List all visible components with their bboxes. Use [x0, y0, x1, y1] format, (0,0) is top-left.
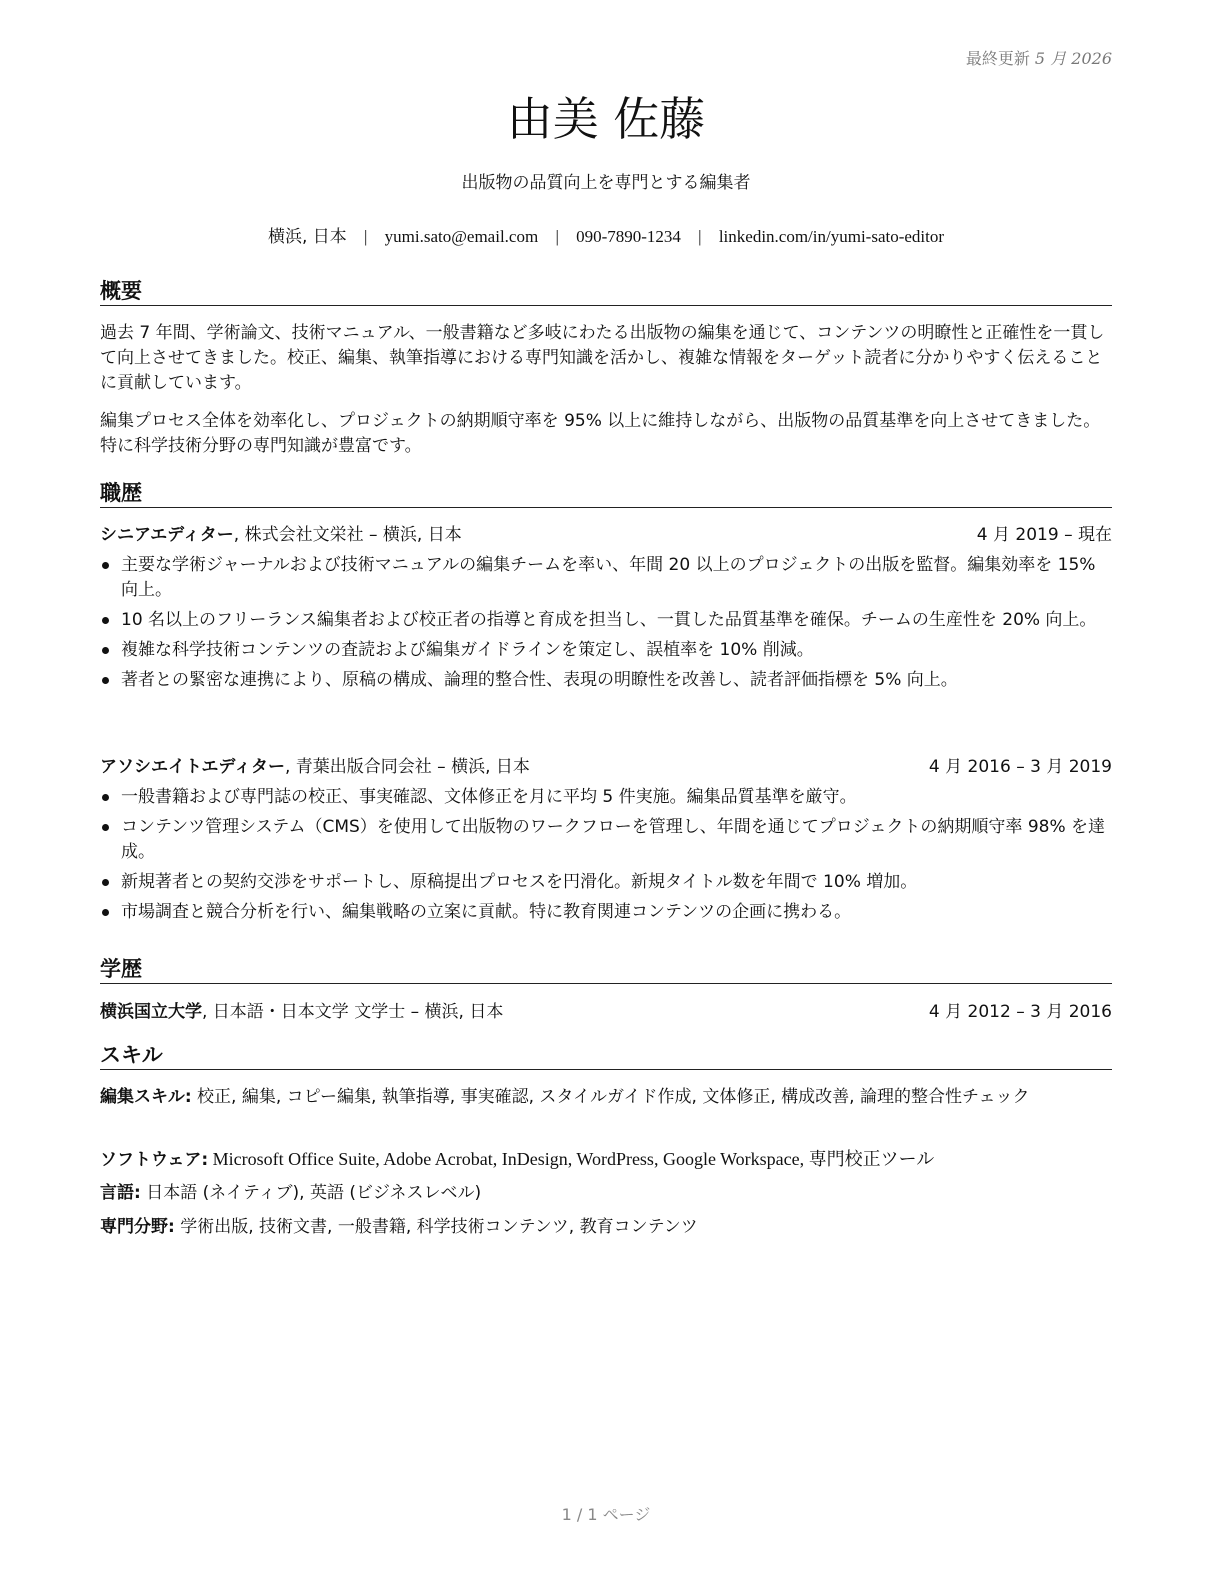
skill-value: Microsoft Office Suite, Adobe Acrobat, InDesign, WordPress, Google Workspace, 専門校正ツール	[208, 1149, 935, 1169]
skill-value: 学術出版, 技術文書, 一般書籍, 科学技術コンテンツ, 教育コンテンツ	[174, 1217, 698, 1237]
contact-email-link[interactable]: yumi.sato@email.com	[384, 227, 539, 246]
skill-label: 言語:	[100, 1183, 141, 1203]
bullet-text: 主要な学術ジャーナルおよび技術マニュアルの編集チームを率い、年間 20 以上のプロジェクトの出版を監督。編集効率を 15% 向上。	[121, 555, 1096, 600]
job-bullet-list	[100, 785, 1112, 930]
bullet-text: 市場調査と競合分析を行い、編集戦略の立案に貢献。特に教育関連コンテンツの企画に携わる。	[121, 902, 852, 922]
list-item	[100, 785, 1112, 810]
tagline: 出版物の品質向上を専門とする編集者	[461, 173, 751, 193]
job-dates: 4 月 2016 – 3 月 2019	[928, 757, 1112, 777]
contact-line	[100, 224, 1112, 250]
bullet-icon	[102, 824, 109, 831]
bullet-icon	[102, 562, 109, 569]
bullet-icon	[102, 617, 109, 624]
job-organization: , 株式会社文栄社 – 横浜, 日本	[233, 525, 462, 545]
skill-row	[100, 1147, 1112, 1173]
list-item	[100, 815, 1112, 865]
bullet-icon	[102, 677, 109, 684]
bullet-icon	[102, 794, 109, 801]
bullet-text: 著者との緊密な連携により、原稿の構成、論理的整合性、表現の明瞭性を改善し、読者評価指標を 5% 向上。	[121, 670, 958, 690]
bullet-text: 10 名以上のフリーランス編集者および校正者の指導と育成を担当し、一貫した品質基準を確保。チームの生産性を 20% 向上。	[121, 610, 1097, 630]
contact-location: 横浜, 日本	[267, 227, 347, 247]
list-item	[100, 553, 1112, 603]
resume-page	[100, 0, 1112, 1584]
list-item	[100, 900, 1112, 925]
summary-paragraph: 編集プロセス全体を効率化し、プロジェクトの納期順守率を 95% 以上に維持しながら、出版物の品質基準を向上させてきました。特に科学技術分野の専門知識が豊富です。	[100, 411, 1101, 456]
skill-row	[100, 1215, 1112, 1240]
page-number: 1 / 1 ページ	[561, 1505, 651, 1524]
skill-label: 編集スキル:	[100, 1087, 192, 1107]
bullet-text: コンテンツ管理システム（CMS）を使用して出版物のワークフローを管理し、年間を通じてプロジェクトの納期順守率 98% を達成。	[121, 817, 1106, 862]
section-heading-summary: 概要	[100, 277, 1112, 306]
section-heading-experience: 職歴	[100, 479, 1112, 508]
bullet-icon	[102, 909, 109, 916]
contact-separator: |	[555, 227, 559, 246]
last-updated-date: 5 月 2026	[1034, 49, 1112, 68]
list-item	[100, 638, 1112, 663]
section-heading-skills: スキル	[100, 1041, 1112, 1070]
education-entry	[100, 1000, 1112, 1024]
bullet-text: 一般書籍および専門誌の校正、事実確認、文体修正を月に平均 5 件実施。編集品質基準を厳守。	[121, 787, 857, 807]
list-item	[100, 668, 1112, 693]
bullet-text: 新規著者との契約交渉をサポートし、原稿提出プロセスを円滑化。新規タイトル数を年間で 10% 増加。	[121, 872, 918, 892]
last-updated-label: 最終更新	[965, 49, 1030, 68]
school-name: 横浜国立大学	[100, 1002, 202, 1022]
contact-phone[interactable]: 090-7890-1234	[576, 227, 681, 246]
skill-label: 専門分野:	[100, 1217, 175, 1237]
bullet-icon	[102, 879, 109, 886]
education-dates: 4 月 2012 – 3 月 2016	[928, 1002, 1112, 1022]
bullet-text: 複雑な科学技術コンテンツの査読および編集ガイドラインを策定し、誤植率を 10% 削減。	[121, 640, 814, 660]
last-updated	[966, 46, 1112, 69]
job-organization: , 青葉出版合同会社 – 横浜, 日本	[284, 757, 530, 777]
job-header	[100, 523, 1112, 547]
section-heading-education: 学歴	[100, 955, 1112, 984]
list-item	[100, 870, 1112, 895]
job-title: シニアエディター	[100, 525, 234, 545]
list-item	[100, 608, 1112, 633]
job-bullet-list	[100, 553, 1112, 698]
job-dates: 4 月 2019 – 現在	[976, 525, 1112, 545]
skill-label: ソフトウェア:	[100, 1150, 209, 1170]
contact-linkedin-link[interactable]: linkedin.com/in/yumi-sato-editor	[718, 227, 945, 246]
job-header	[100, 755, 1112, 779]
job-title: アソシエイトエディター	[100, 757, 285, 777]
skill-value: 校正, 編集, コピー編集, 執筆指導, 事実確認, スタイルガイド作成, 文体修正, 構成改善, 論理的整合性チェック	[191, 1087, 1030, 1107]
skill-value: 日本語 (ネイティブ), 英語 (ビジネスレベル)	[140, 1183, 482, 1203]
contact-separator: |	[698, 227, 702, 246]
summary-paragraph: 過去 7 年間、学術論文、技術マニュアル、一般書籍など多岐にわたる出版物の編集を通じて、コンテンツの明瞭性と正確性を一貫して向上させてきました。校正、編集、執筆指導における専門知識を活かし、複雑な情報をターゲット読者に分かりやすく伝えることに貢献しています。	[100, 323, 1105, 393]
bullet-icon	[102, 647, 109, 654]
skill-row	[100, 1085, 1112, 1110]
contact-separator: |	[364, 227, 368, 246]
skill-row	[100, 1181, 1112, 1206]
degree-detail: , 日本語・日本文学 文学士 – 横浜, 日本	[202, 1002, 504, 1022]
candidate-name: 由美 佐藤	[506, 92, 706, 146]
